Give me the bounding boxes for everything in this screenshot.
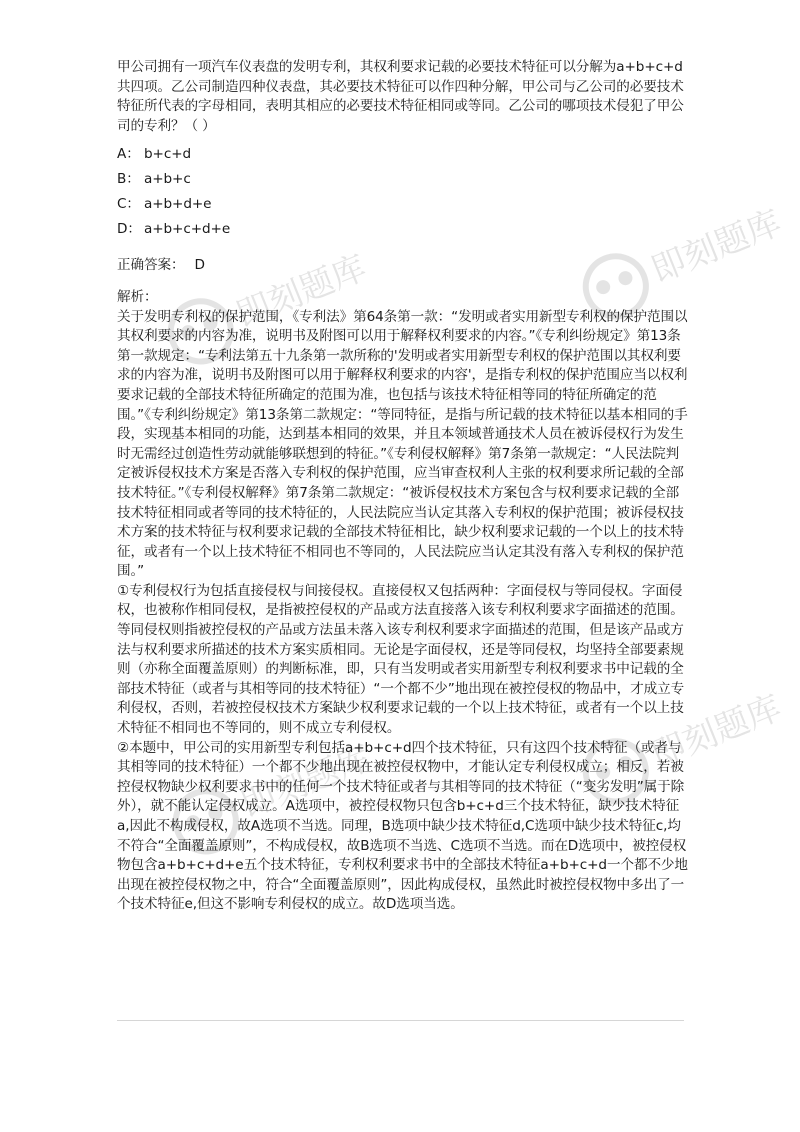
svg-text:即刻题库: 即刻题库 (645, 202, 787, 291)
option-key: D： (117, 221, 141, 238)
svg-text:即刻题库: 即刻题库 (645, 687, 787, 776)
analysis-body (117, 308, 689, 915)
option-c[interactable] (117, 192, 689, 217)
option-value: a+b+c (144, 171, 191, 188)
svg-text:即刻题库: 即刻题库 (230, 247, 372, 336)
analysis-paragraph: ②本题中，甲公司的实用新型专利包括a+b+c+d四个技术特征，只有这四个技术特征（或者与其相等同的技术特征）一个都不少地出现在被控侵权物中，才能认定专利侵权成立；相反，若被控侵权物缺少权利要求书中的任何一个技术特征或者与其相等同的技术特征（“变劣发明”属于除外），就不能认定侵权成立。A选项中，被控侵权物只包含b+c+d三个技术特征，缺少技术特征a,因此不构成侵权，故A选项不当选。同理，B选项中缺少技术特征d,C选项中缺少技术特征c,均不符合“全面覆盖原则”，不构成侵权，故B选项不当选、C选项不当选。而在D选项中，被控侵权物包含a+b+c+d+e五个技术特征，专利权利要求书中的全部技术特征a+b+c+d一个都不少地出现在被控侵权物之中，符合“全面覆盖原则”，因此构成侵权，虽然此时被控侵权物中多出了一个技术特征e,但这不影响专利侵权的成立。故D选项当选。 (117, 739, 688, 913)
answer-label: 正确答案： (117, 257, 185, 274)
analysis (117, 288, 689, 915)
option-list (117, 142, 689, 242)
divider (117, 1020, 684, 1021)
option-value: a+b+c+d+e (144, 221, 231, 238)
answer (117, 256, 689, 276)
option-d[interactable] (117, 217, 689, 242)
question (117, 58, 689, 242)
option-b[interactable] (117, 167, 689, 192)
analysis-paragraph: 关于发明专利权的保护范围，《专利法》第64条第一款：“发明或者实用新型专利权的保护范围以其权利要求的内容为准，说明书及附图可以用于解释权利要求的内容。”《专利纠纷规定》第13条第一款规定：“专利法第五十九条第一款所称的'发明或者实用新型专利权的保护范围以其权利要求的内容为准，说明书及附图可以用于解释权利要求的内容'，是指专利权的保护范围应当以权利要求记载的全部技术特征所确定的范围为准，也包括与该技术特征相等同的特征所确定的范围。”《专利纠纷规定》第13条第二款规定：“等同特征，是指与所记载的技术特征以基本相同的手段，实现基本相同的功能，达到基本相同的效果，并且本领域普通技术人员在被诉侵权行为发生时无需经过创造性劳动就能够联想到的特征。”《专利侵权解释》第7条第一款规定：“人民法院判定被诉侵权技术方案是否落入专利权的保护范围，应当审查权利人主张的权利要求所记载的全部技术特征。”《专利侵权解释》第7条第二款规定：“被诉侵权技术方案包含与权利要求记载的全部技术特征相同或者等同的技术特征的，人民法院应当认定其落入专利权的保护范围；被诉侵权技术方案的技术特征与权利要求记载的全部技术特征相比，缺少权利要求记载的一个以上的技术特征，或者有一个以上技术特征不相同也不等同的，人民法院应当认定其没有落入专利权的保护范围。” (117, 308, 688, 580)
svg-text:即刻题库: 即刻题库 (235, 737, 377, 826)
analysis-label: 解析： (117, 288, 158, 305)
question-stem: 甲公司拥有一项汽车仪表盘的发明专利，其权利要求记载的必要技术特征可以分解为a+b+c+d共四项。乙公司制造四种仪表盘，其必要技术特征可以作四种分解，甲公司与乙公司的必要技术特征所代表的字母相同，表明其相应的必要技术特征相同或等同。乙公司的哪项技术侵犯了甲公司的专利？（ ） (117, 59, 684, 134)
option-value: b+c+d (144, 146, 192, 163)
option-key: A： (117, 146, 140, 163)
answer-value: D (194, 257, 205, 274)
analysis-paragraph: ①专利侵权行为包括直接侵权与间接侵权。直接侵权又包括两种：字面侵权与等同侵权。字面侵权，也被称作相同侵权，是指被控侵权的产品或方法直接落入该专利权利要求字面描述的范围。等同侵权则指被控侵权的产品或方法虽未落入该专利权利要求字面描述的范围，但是该产品或方法与权利要求所描述的技术方案实质相同。无论是字面侵权，还是等同侵权，均坚持全部要素规则（亦称全面覆盖原则）的判断标准，即，只有当发明或者实用新型专利权利要求书中记载的全部技术特征（或者与其相等同的技术特征）“一个都不少”地出现在被控侵权的物品中，才成立专利侵权，否则，若被控侵权技术方案缺少权利要求记载的一个以上技术特征，或者有一个以上技术特征不相同也不等同的，则不成立专利侵权。 (117, 582, 685, 737)
option-a[interactable] (117, 142, 689, 167)
question-content (117, 58, 689, 915)
option-key: C： (117, 196, 140, 213)
option-value: a+b+d+e (144, 196, 212, 213)
option-key: B： (117, 171, 140, 188)
